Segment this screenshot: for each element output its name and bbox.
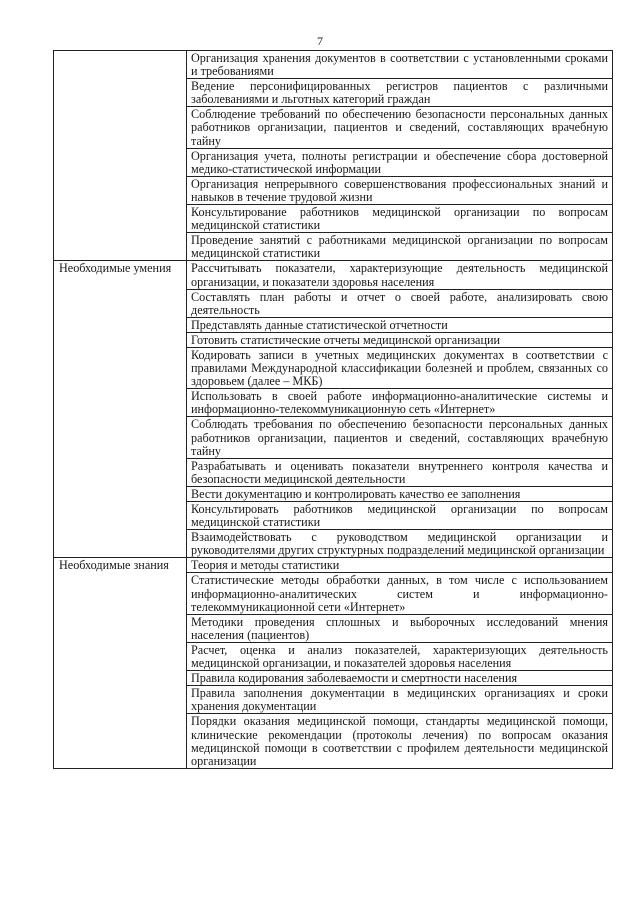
table-row (54, 261, 613, 289)
table-cell: Организация непрерывного совершенствования профессиональных знаний и навыков в течение трудовой жизни (187, 176, 613, 204)
table-cell: Представлять данные статистической отчетности (187, 317, 613, 332)
table-cell: Организация хранения документов в соответствии с установленными сроками и требованиями (187, 51, 613, 79)
table-cell: Теория и методы статистики (187, 558, 613, 573)
table-cell: Разрабатывать и оценивать показатели внутреннего контроля качества и безопасности медицинской деятельности (187, 458, 613, 486)
table-cell: Кодировать записи в учетных медицинских документах в соответствии с правилами Международной классификации болезней и проблем, связанных со здоровьем (далее – МКБ) (187, 347, 613, 388)
table-cell: Консультирование работников медицинской организации по вопросам медицинской статистики (187, 205, 613, 233)
table-cell: Вести документацию и контролировать качество ее заполнения (187, 486, 613, 501)
table-cell: Использовать в своей работе информационно-аналитические системы и информационно-телекоммуникационную сеть «Интернет» (187, 389, 613, 417)
section-label-skills: Необходимые умения (54, 261, 187, 558)
table-cell: Организация учета, полноты регистрации и обеспечение сбора достоверной медико-статистической информации (187, 148, 613, 176)
table-cell: Правила кодирования заболеваемости и смертности населения (187, 671, 613, 686)
table-cell: Консультировать работников медицинской организации по вопросам медицинской статистики (187, 502, 613, 530)
table-cell: Методики проведения сплошных и выборочных исследований мнения населения (пациентов) (187, 614, 613, 642)
table-row (54, 51, 613, 79)
table-cell: Готовить статистические отчеты медицинской организации (187, 332, 613, 347)
table-cell: Порядки оказания медицинской помощи, стандарты медицинской помощи, клинические рекомендации (протоколы лечения) по вопросам оказания медицинской помощи в соответствии с профилем деятельности медицинской организации (187, 714, 613, 768)
table-cell: Статистические методы обработки данных, в том числе с использованием информационно-аналитических систем и информационно-телекоммуникационной сети «Интернет» (187, 573, 613, 614)
table-cell: Ведение персонифицированных регистров пациентов с различными заболеваниями и льготных категорий граждан (187, 79, 613, 107)
table-cell: Соблюдать требования по обеспечению безопасности персональных данных работников организации, пациентов и сведений, составляющих врачебную тайну (187, 417, 613, 458)
page-number: 7 (317, 34, 323, 48)
table-cell: Проведение занятий с работниками медицинской организации по вопросам медицинской статистики (187, 233, 613, 261)
table-cell: Правила заполнения документации в медицинских организациях и сроки хранения документации (187, 686, 613, 714)
table-cell: Расчет, оценка и анализ показателей, характеризующих деятельность медицинской организации, и показателей здоровья населения (187, 642, 613, 670)
section-label (54, 51, 187, 261)
table-cell: Соблюдение требований по обеспечению безопасности персональных данных работников организации, пациентов и сведений, составляющих врачебную тайну (187, 107, 613, 148)
section-label-knowledge: Необходимые знания (54, 558, 187, 768)
table-cell: Рассчитывать показатели, характеризующие деятельность медицинской организации, и показатели здоровья населения (187, 261, 613, 289)
table-cell: Составлять план работы и отчет о своей работе, анализировать свою деятельность (187, 289, 613, 317)
table-row (54, 558, 613, 573)
table-cell: Взаимодействовать с руководством медицинской организации и руководителями других структурных подразделений медицинской организации (187, 530, 613, 558)
qualification-table (53, 50, 613, 769)
